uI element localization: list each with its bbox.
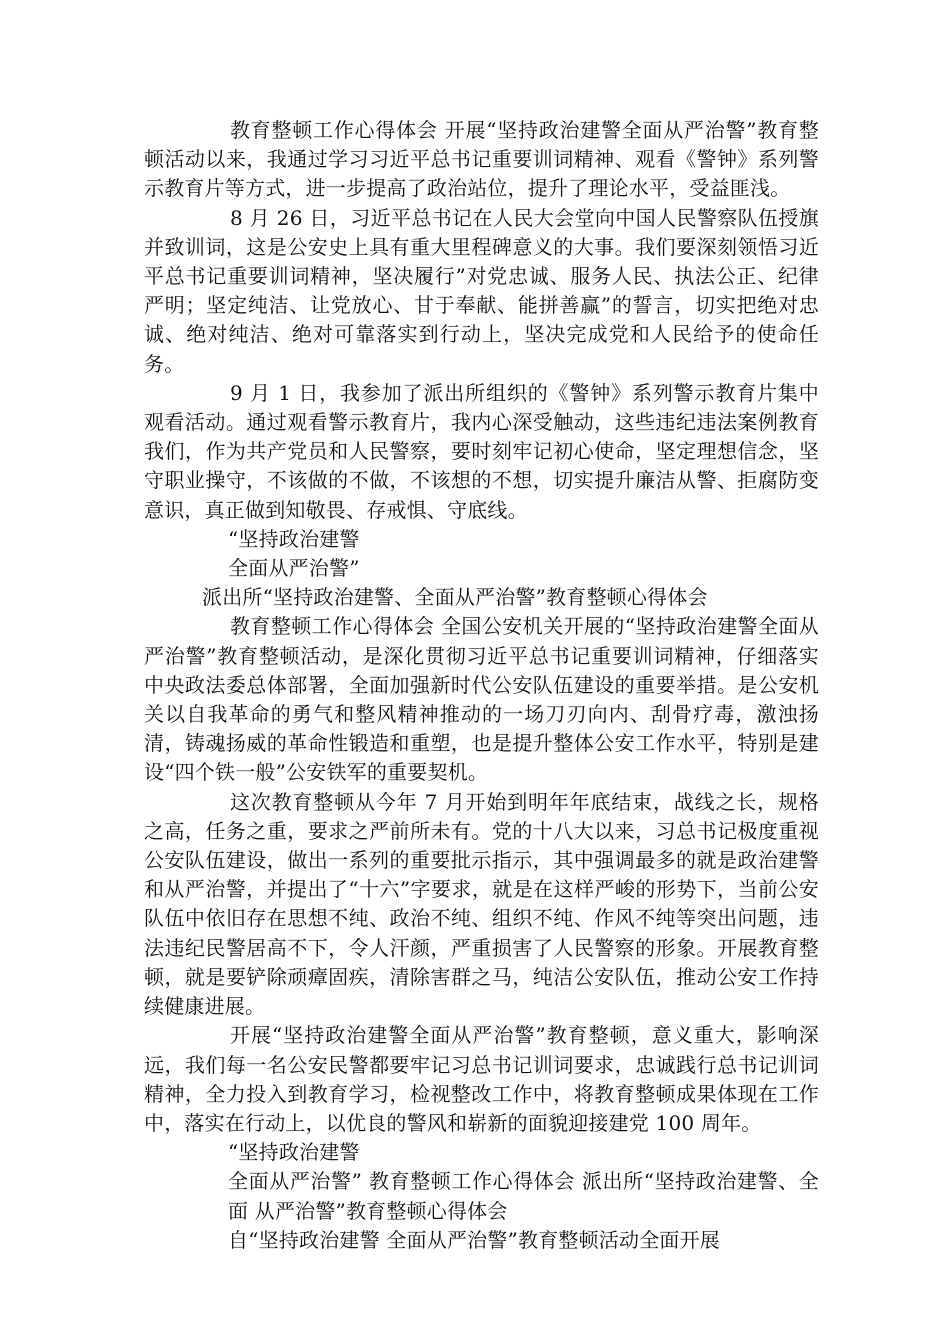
paragraph-july: 这次教育整顿从今年 7 月开始到明年年底结束，战线之长，规格之高，任务之重，要求之严前所未有。党的十八大以来，习总书记极度重视公安队伍建设，做出一系列的重要批示指示，其中强调最多的就是政治建警和从严治警，并提出了“十六”字要求，就是在这样严峻的形势下，当前公安队伍中依旧存在思想不纯、政治不纯、组织不纯、作风不纯等突出问题，违法违纪民警居高不下，令人汗颜，严重损害了人民警察的形象。开展教育整顿，就是要铲除顽瘴固疾，清除害群之马，纯洁公安队伍，推动公安工作持续健康进展。	[144, 789, 819, 1019]
paragraph-intro: 教育整顿工作心得体会 开展“坚持政治建警全面从严治警”教育整顿活动以来，我通过学习习近平总书记重要训词精神、观看《警钟》系列警示教育片等方式，进一步提高了政治站位，提升了理论水平，受益匪浅。	[144, 118, 819, 201]
heading-line-4: 全面从严治警” 教育整顿工作心得体会 派出所“坚持政治建警、全面 从严治警”教育整顿心得体会	[228, 1169, 819, 1223]
paragraph-aug-26: 8 月 26 日，习近平总书记在人民大会堂向中国人民警察队伍授旗并致训词，这是公安史上具有重大里程碑意义的大事。我们要深刻领悟习近平总书记重要训词精神，坚决履行”对党忠诚、服务人民、执法公正、纪律严明；坚定纯洁、让党放心、甘于奉献、能拼善赢”的誓言，切实把绝对忠诚、绝对纯洁、绝对可靠落实到行动上，坚决完成党和人民给予的使命任务。	[144, 205, 819, 376]
document-body	[144, 116, 819, 1255]
section-title: 派出所“坚持政治建警、全面从严治警”教育整顿心得体会	[202, 585, 708, 610]
paragraph-sep-1: 9 月 1 日，我参加了派出所组织的《警钟》系列警示教育片集中观看活动。通过观看警示教育片，我内心深受触动，这些违纪违法案例教育我们，作为共产党员和人民警察，要时刻牢记初心使命，坚定理想信念，坚守职业操守，不该做的不做，不该想的不想，切实提升廉洁从警、拒腐防变意识，真正做到知敬畏、存戒惧、守底线。	[144, 380, 819, 522]
heading-line-3: “坚持政治建警	[228, 1140, 360, 1165]
paragraph-final: 自“坚持政治建警 全面从严治警”教育整顿活动全面开展	[228, 1227, 721, 1252]
heading-line-1: “坚持政治建警	[228, 526, 360, 551]
paragraph-national: 教育整顿工作心得体会 全国公安机关开展的“坚持政治建警全面从严治警”教育整顿活动，是深化贯彻习近平总书记重要训词精神，仔细落实中央政法委总体部署，全面加强新时代公安队伍建设的重要举措。是公安机关以自我革命的勇气和整风精神推动的一场刀刃向内、刮骨疗毒，激浊扬清，铸魂扬威的革命性锻造和重塑，也是提升整体公安工作水平，特别是建设“四个铁一般”公安铁军的重要契机。	[144, 614, 819, 785]
paragraph-significance: 开展“坚持政治建警全面从严治警”教育整顿，意义重大，影响深远，我们每一名公安民警都要牢记习总书记训词要求，忠诚践行总书记训词精神，全力投入到教育学习，检视整改工作中，将教育整顿成果体现在工作中，落实在行动上，以优良的警风和崭新的面貌迎接建党 100 周年。	[144, 1023, 819, 1135]
heading-line-2: 全面从严治警”	[228, 556, 360, 581]
